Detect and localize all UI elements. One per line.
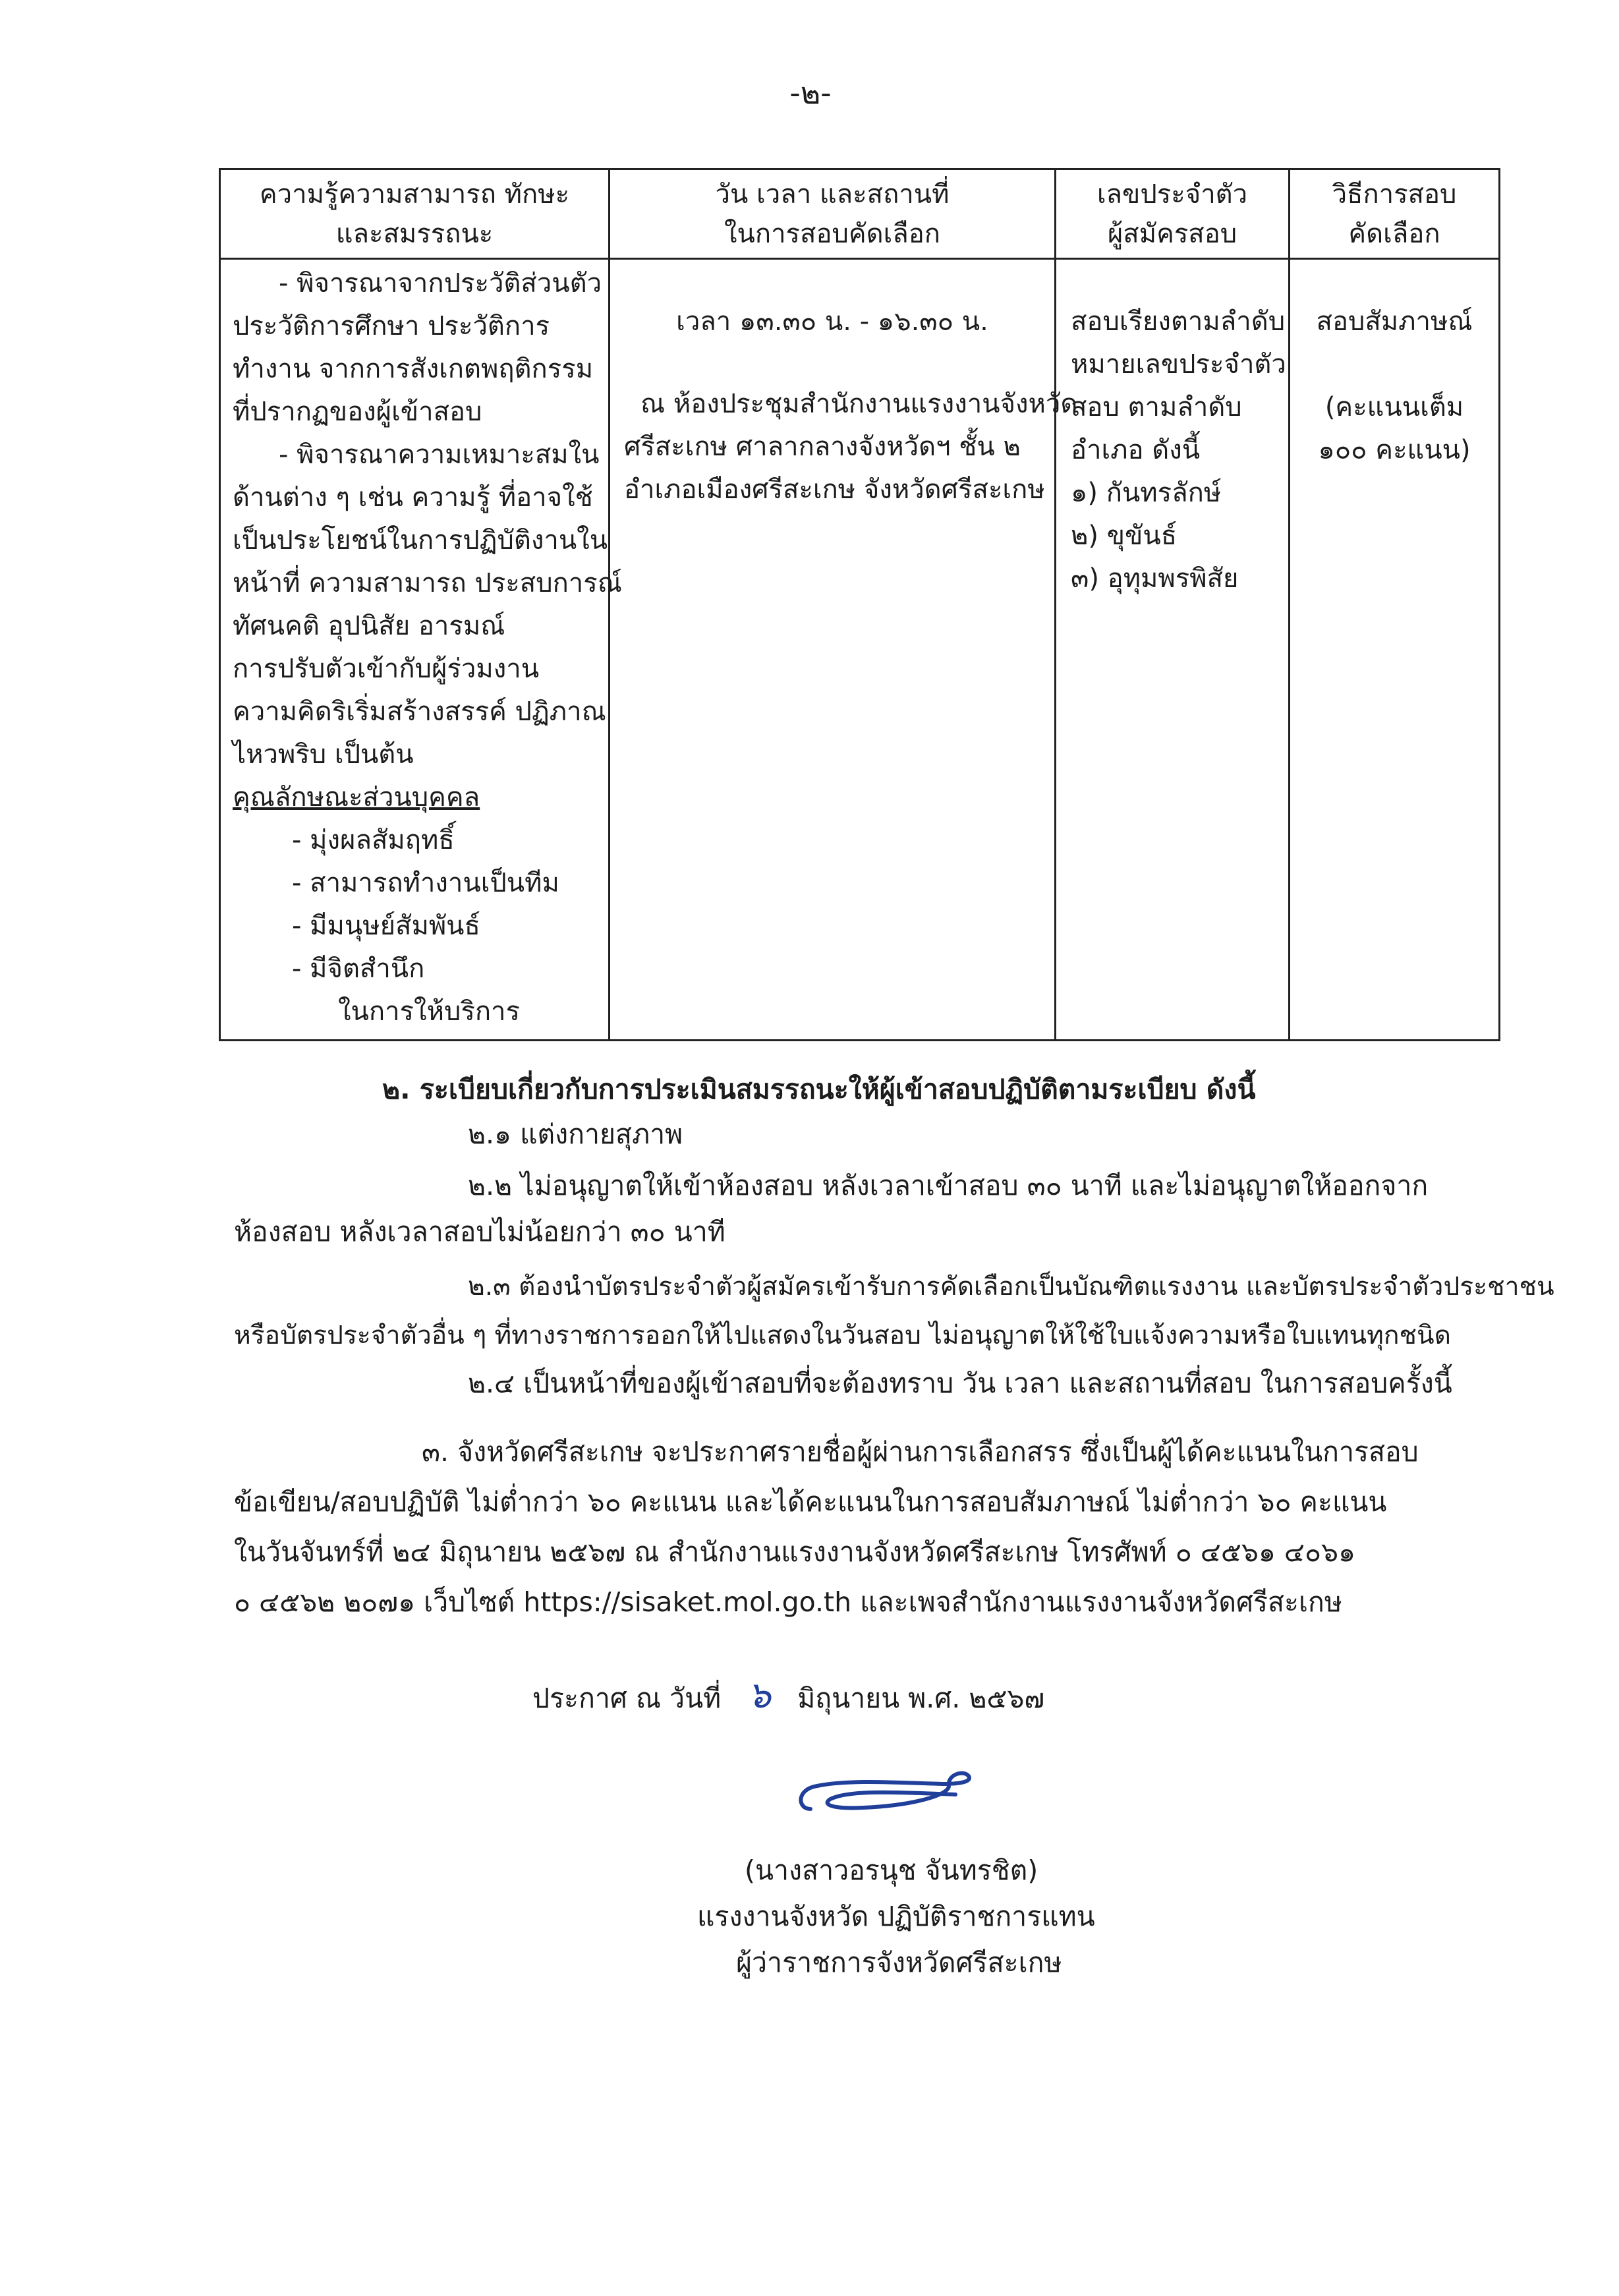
page-number: -๒- bbox=[789, 75, 832, 111]
signature-mark bbox=[791, 1769, 982, 1832]
section2-item4: ๒.๔ เป็นหน้าที่ของผู้เข้าสอบที่จะต้องทราบ วัน เวลา และสถานที่สอบ ในการสอบครั้งนี้ bbox=[468, 1367, 1452, 1399]
column-divider bbox=[1054, 170, 1056, 1039]
list-item: ๓) อุทุมพรพิสัย bbox=[1071, 563, 1239, 594]
personal-traits-heading: คุณลักษณะส่วนบุคคล bbox=[233, 782, 480, 813]
applicant-order: สอบเรียงตามลำดับ หมายเลขประจำตัว สอบ ตามลำดับ อำเภอ ดังนี้ ๑) กันทรลักษ์ ๒) ขุขันธ์ ๓) อุทุมพรพิสัย bbox=[1071, 301, 1288, 600]
signer-office: ผู้ว่าราชการจังหวัดศรีสะเกษ bbox=[736, 1947, 1062, 1978]
exam-time: เวลา ๑๓.๓๐ น. - ๑๖.๓๐ น. bbox=[676, 306, 988, 337]
signer-position: แรงงานจังหวัด ปฏิบัติราชการแทน bbox=[697, 1901, 1095, 1932]
section3-line4: ๐ ๔๕๖๒ ๒๐๗๑ เว็บไซต์ https://sisaket.mol.go.th และเพจสำนักงานแรงงานจังหวัดศรีสะเกษ bbox=[234, 1586, 1342, 1618]
list-item: - มีมนุษย์สัมพันธ์ bbox=[292, 911, 480, 941]
list-item: - มุ่งผลสัมฤทธิ์ bbox=[292, 825, 455, 855]
header-competency: ความรู้ความสามารถ ทักษะ และสมรรถนะ bbox=[259, 179, 570, 249]
section2-item1: ๒.๑ แต่งกายสุภาพ bbox=[468, 1118, 683, 1150]
competency-cell: - พิจารณาจากประวัติส่วนตัว ประวัติการศึกษา ประวัติการ ทำงาน จากการสังเกตพฤติกรรม ที่ปรากฏของผู้เข้าสอบ - พิจารณาความเหมาะสมใน ด้านต่าง ๆ เช่น ความรู้ ที่อาจใช้ เป็นประโยชน์ในการปฏิบัติงานใน หน้าที่ ความสามารถ ประสบการณ์ ทัศนคติ อุปนิสัย อารมณ์ การปรับตัวเข้ากับผู้ร่วมงาน ความคิดริเริ่มสร้างสรรค์ ปฏิภาณ ไหวพริบ เป็นต้น คุณลักษณะส่วนบุคคล - มุ่งผลสัมฤทธิ์ - สามารถทำงานเป็นทีม - มีมนุษย์สัมพันธ์ - มีจิตสำนึก ในการให้บริการ bbox=[233, 268, 622, 1027]
section2-item2-line2: ห้องสอบ หลังเวลาสอบไม่น้อยกว่า ๓๐ นาที bbox=[234, 1216, 725, 1248]
selection-table bbox=[219, 168, 1500, 1041]
header-divider bbox=[221, 258, 1498, 260]
section3-line1: ๓. จังหวัดศรีสะเกษ จะประกาศรายชื่อผู้ผ่านการเลือกสรร ซึ่งเป็นผู้ได้คะแนนในการสอบ bbox=[422, 1436, 1419, 1468]
list-item: ๑) กันทรลักษ์ bbox=[1071, 478, 1222, 508]
list-item: ๒) ขุขันธ์ bbox=[1071, 521, 1178, 551]
exam-place: ณ ห้องประชุมสำนักงานแรงงานจังหวัด ศรีสะเกษ ศาลากลางจังหวัดฯ ชั้น ๒ อำเภอเมืองศรีสะเกษ จังหวัดศรีสะเกษ bbox=[624, 389, 1078, 505]
signer-name: (นางสาวอรนุช จันทรชิต) bbox=[745, 1854, 1038, 1886]
exam-method: สอบสัมภาษณ์ (คะแนนเต็ม ๑๐๐ คะแนน) bbox=[1316, 306, 1473, 465]
section2-item2-line1: ๒.๒ ไม่อนุญาตให้เข้าห้องสอบ หลังเวลาเข้าสอบ ๓๐ นาที และไม่อนุญาตให้ออกจาก bbox=[468, 1170, 1429, 1201]
header-date-place: วัน เวลา และสถานที่ ในการสอบคัดเลือก bbox=[715, 179, 950, 249]
section2-item3-line2: หรือบัตรประจำตัวอื่น ๆ ที่ทางราชการออกให้ไปแสดงในวันสอบ ไม่อนุญาตให้ใช้ใบแจ้งความหรือใบแทนทุกชนิด bbox=[234, 1321, 1451, 1350]
announce-date: ประกาศ ณ วันที่ ๖ มิถุนายน พ.ศ. ๒๕๖๗ bbox=[532, 1674, 1045, 1717]
section3-line2: ข้อเขียน/สอบปฏิบัติ ไม่ต่ำกว่า ๖๐ คะแนน และได้คะแนนในการสอบสัมภาษณ์ ไม่ต่ำกว่า ๖๐ คะแนน bbox=[234, 1486, 1387, 1518]
header-method: วิธีการสอบ คัดเลือก bbox=[1332, 179, 1457, 249]
announce-day: ๖ bbox=[747, 1674, 771, 1717]
section2-heading: ๒. ระเบียบเกี่ยวกับการประเมินสมรรถนะให้ผู้เข้าสอบปฏิบัติตามระเบียบ ดังนี้ bbox=[382, 1074, 1256, 1105]
section2-item3-line1: ๒.๓ ต้องนำบัตรประจำตัวผู้สมัครเข้ารับการคัดเลือกเป็นบัณฑิตแรงงาน และบัตรประจำตัวประชาชน bbox=[468, 1272, 1554, 1302]
list-item: - สามารถทำงานเป็นทีม bbox=[292, 868, 559, 898]
list-item: - มีจิตสำนึก bbox=[292, 954, 425, 984]
header-applicant-id: เลขประจำตัว ผู้สมัครสอบ bbox=[1096, 179, 1248, 249]
section3-line3: ในวันจันทร์ที่ ๒๔ มิถุนายน ๒๕๖๗ ณ สำนักงานแรงงานจังหวัดศรีสะเกษ โทรศัพท์ ๐ ๔๕๖๑ ๔๐๖๑ bbox=[234, 1536, 1356, 1568]
